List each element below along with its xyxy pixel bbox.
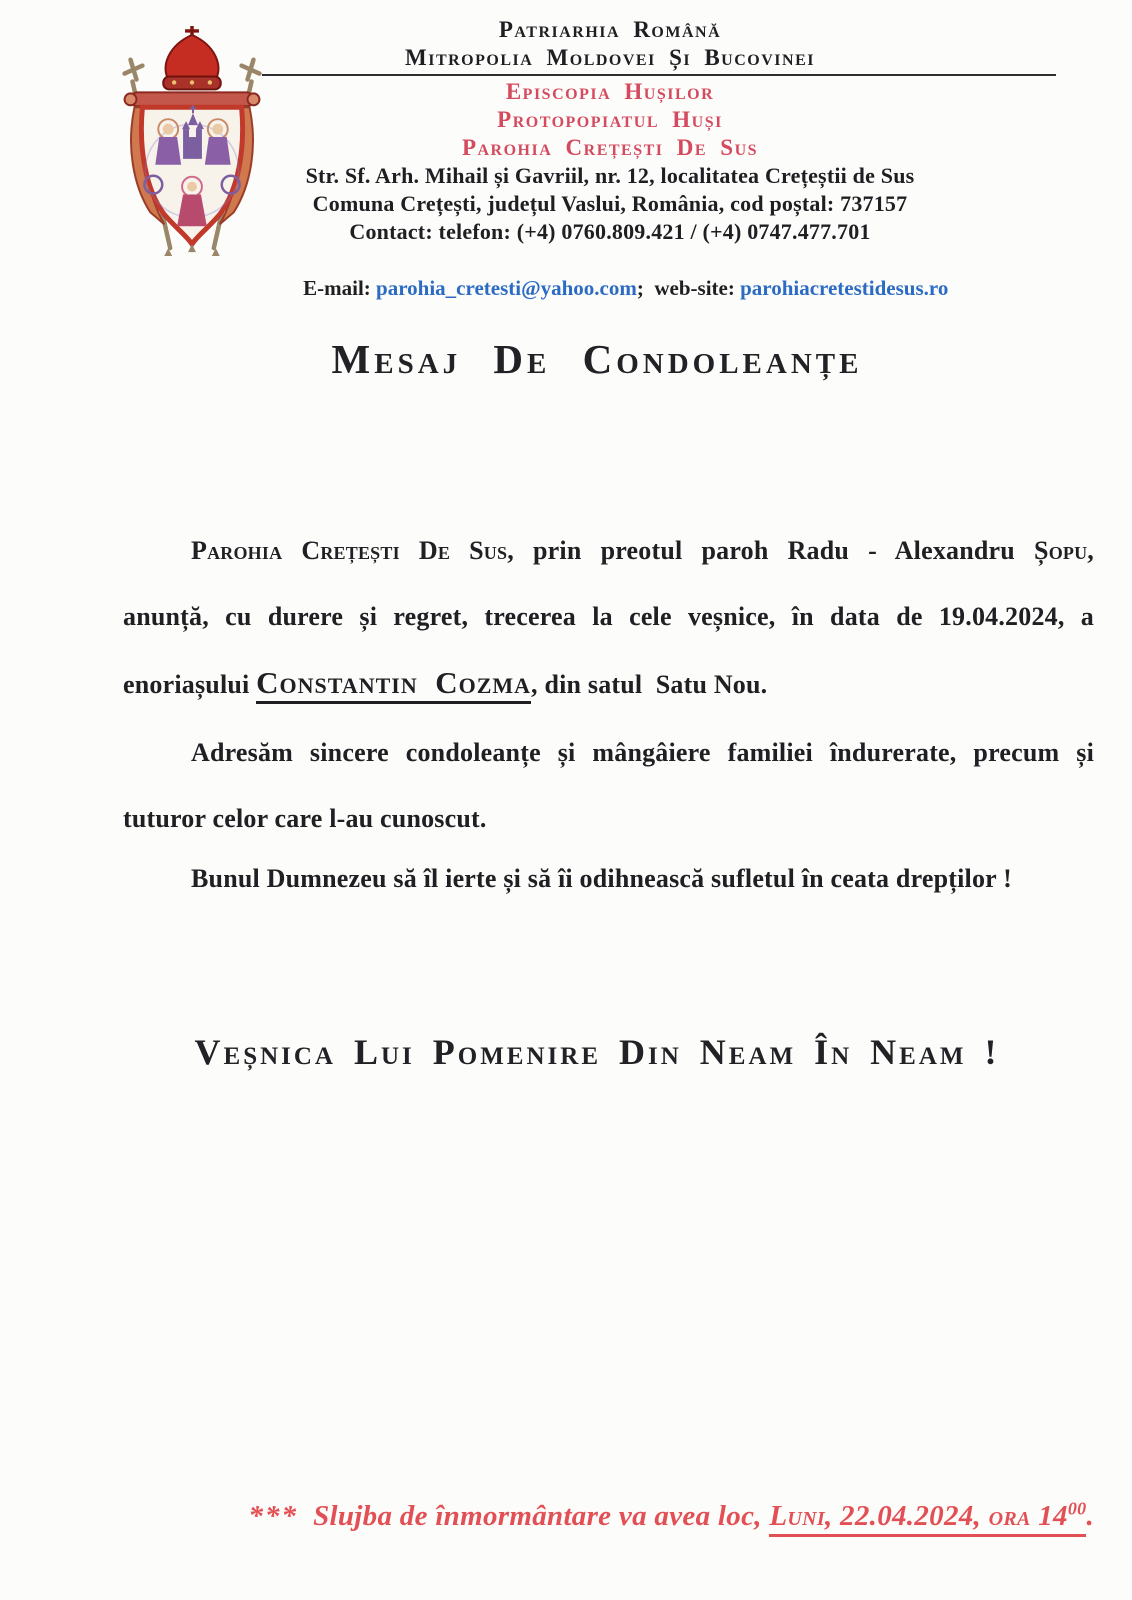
footer-text: Slujba de înmormântare va avea loc, [297, 1500, 770, 1532]
deanery-name: Protopopiatul Huși [497, 107, 723, 132]
hour-superscript: 00 [1067, 1498, 1087, 1519]
priest-name: Șopu [1034, 536, 1088, 565]
email-link[interactable]: parohia_cretesti@yahoo.com [376, 276, 637, 300]
text-line [123, 518, 1094, 584]
address-line-1: Str. Sf. Arh. Mihail și Gavriil, nr. 12, localitatea Crețeștii de Sus [305, 163, 915, 188]
diocese-name: Episcopia Hușilor [505, 79, 715, 104]
funeral-service-note [123, 1494, 1094, 1538]
funeral-date-underlined: Luni, 22.04.2024, ora $14^{00}$ [769, 1500, 1086, 1537]
footer-period: . [1086, 1500, 1094, 1532]
paragraph-announcement [123, 518, 1094, 718]
memorial-line: Veșnica Lui Pomenire Din Neam În Neam ! [194, 1032, 1000, 1072]
text-segment: , [1087, 536, 1094, 565]
email-website-line [150, 246, 1070, 330]
text-line: anunță, cu durere și regret, trecerea la cele veșnice, în data de 19.04.2024, a [123, 602, 1094, 631]
letterhead [150, 16, 1070, 330]
metropolis-name: Mitropolia Moldovei Și Bucovinei [405, 45, 815, 70]
text-segment: , prin preotul paroh Radu - Alexandru [507, 536, 1035, 565]
text-line [123, 650, 1094, 718]
text-line: tuturor celor care l-au cunoscut. [123, 804, 487, 833]
website-label: web-site: [654, 276, 741, 300]
parish-name: Parohia Crețești De Sus [461, 135, 759, 160]
contact-line: Contact: telefon: (+4) 0760.809.421 / (+4) 0747.477.701 [349, 219, 871, 244]
deceased-name: Constantin Cozma [256, 665, 531, 704]
patriarchy-name: Patriarhia Română [498, 17, 722, 42]
text-line: Adresăm sincere condoleanțe și mângâiere familiei îndurerate, precum și [191, 738, 1094, 767]
website-link[interactable]: parohiacretestidesus.ro [740, 276, 949, 300]
email-label: E-mail: [303, 276, 377, 300]
address-line-2: Comuna Crețești, județul Vaslui, România, cod poștal: 737157 [312, 191, 908, 216]
asterisks: *** [248, 1500, 298, 1532]
text-line: Bunul Dumnezeu să îl ierte și să îi odihnească sufletul în ceata drepților ! [191, 864, 1012, 893]
parish-name-inline: Parohia Crețești De Sus [191, 536, 508, 565]
header-divider [262, 74, 1056, 76]
document-title: Mesaj De Condoleanțe [331, 336, 863, 382]
separator: ; [636, 276, 655, 300]
text-segment: enoriașului [123, 670, 257, 699]
text-segment: , din satul Satu Nou. [531, 670, 768, 699]
paragraph-prayer [123, 846, 1094, 912]
paragraph-condolences [123, 720, 1094, 852]
